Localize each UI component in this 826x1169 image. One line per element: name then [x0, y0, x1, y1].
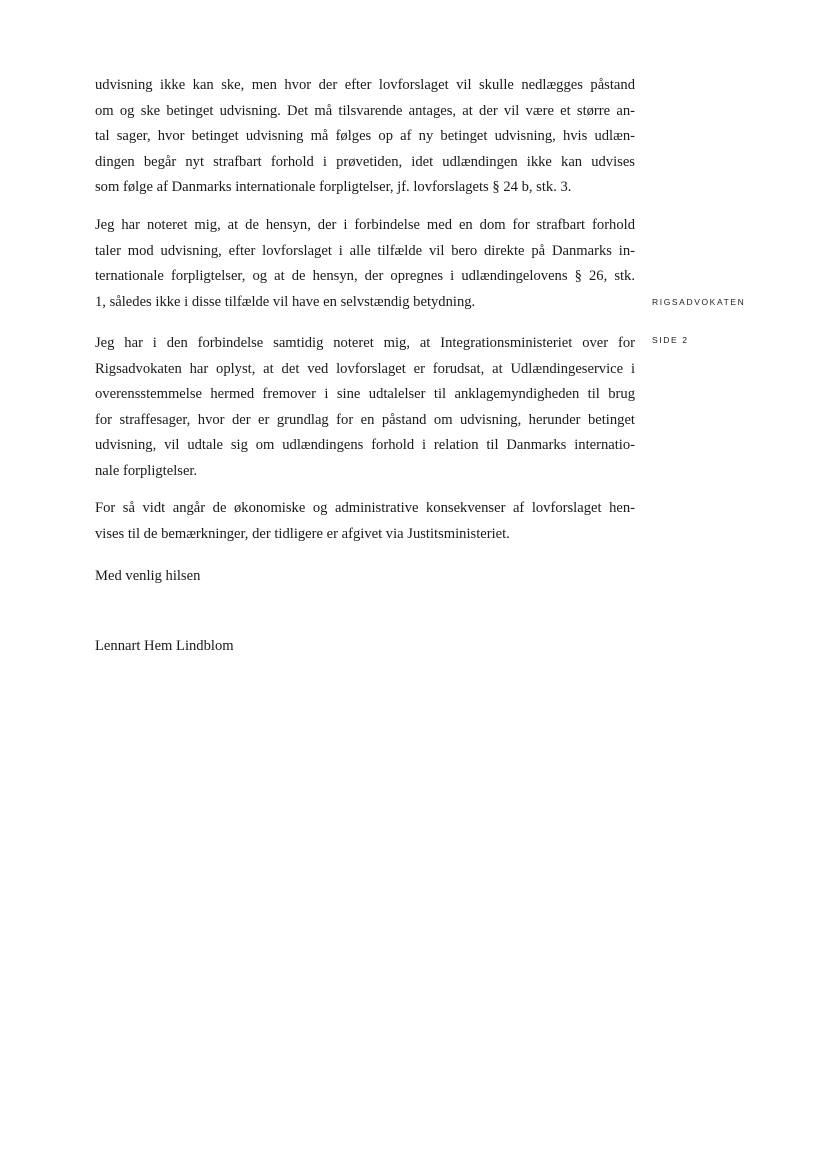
- text-line: Rigsadvokaten har oplyst, at det ved lovforslaget er forudsat, at Udlændingeservice i: [95, 360, 635, 377]
- sidebar-page-number: SIDE 2: [652, 335, 689, 345]
- text-line: vises til de bemærkninger, der tidligere er afgivet via Justitsministeriet.: [95, 525, 510, 542]
- sidebar-organization: RIGSADVOKATEN: [652, 297, 746, 307]
- text-line: for straffesager, hvor der er grundlag for en påstand om udvisning, herunder betinget: [95, 411, 635, 428]
- paragraph-integration-ministry: [95, 331, 635, 484]
- text-line: Jeg har i den forbindelse samtidig noteret mig, at Integrationsministeriet over for: [95, 335, 635, 351]
- text-line: udvisning ikke kan ske, men hvor der efter lovforslaget vil skulle nedlægges påstand: [95, 77, 635, 93]
- text-line: som følge af Danmarks internationale forpligtelser, jf. lovforslagets § 24 b, stk. 3.: [95, 179, 572, 195]
- text-line: tal sager, hvor betinget udvisning må følges op af ny betinget udvisning, hvis udlæn-: [95, 128, 635, 144]
- text-line: 1, således ikke i disse tilfælde vil have en selvstændig betydning.: [95, 293, 476, 310]
- text-line: udvisning, vil udtale sig om udlændingens forhold i relation til Danmarks internatio-: [95, 437, 635, 453]
- paragraph-consequences: [95, 496, 635, 547]
- closing-greeting: Med venlig hilsen: [95, 568, 201, 584]
- paragraph-expulsion-cases: [95, 73, 635, 201]
- text-line: For så vidt angår de økonomiske og administrative konsekvenser af lovforslaget hen-: [95, 500, 635, 516]
- text-line: Jeg har noteret mig, at de hensyn, der i forbindelse med en dom for strafbart forhold: [95, 217, 635, 233]
- text-line: ternationale forpligtelser, og at de hensyn, der opregnes i udlændingelovens § 26, stk.: [95, 268, 635, 284]
- text-line: taler mod udvisning, efter lovforslaget i alle tilfælde vil bero direkte på Danmarks in-: [95, 242, 635, 259]
- text-line: nale forpligtelser.: [95, 462, 198, 479]
- text-line: dingen begår nyt strafbart forhold i prøvetiden, idet udlændingen ikke kan udvises: [95, 153, 635, 170]
- text-line: om og ske betinget udvisning. Det må tilsvarende antages, at der vil være et større an-: [95, 102, 635, 119]
- text-line: overensstemmelse hermed fremover i sine udtalelser til anklagemyndigheden til brug: [95, 386, 635, 402]
- signature-name: Lennart Hem Lindblom: [95, 638, 234, 654]
- paragraph-considerations: [95, 213, 635, 315]
